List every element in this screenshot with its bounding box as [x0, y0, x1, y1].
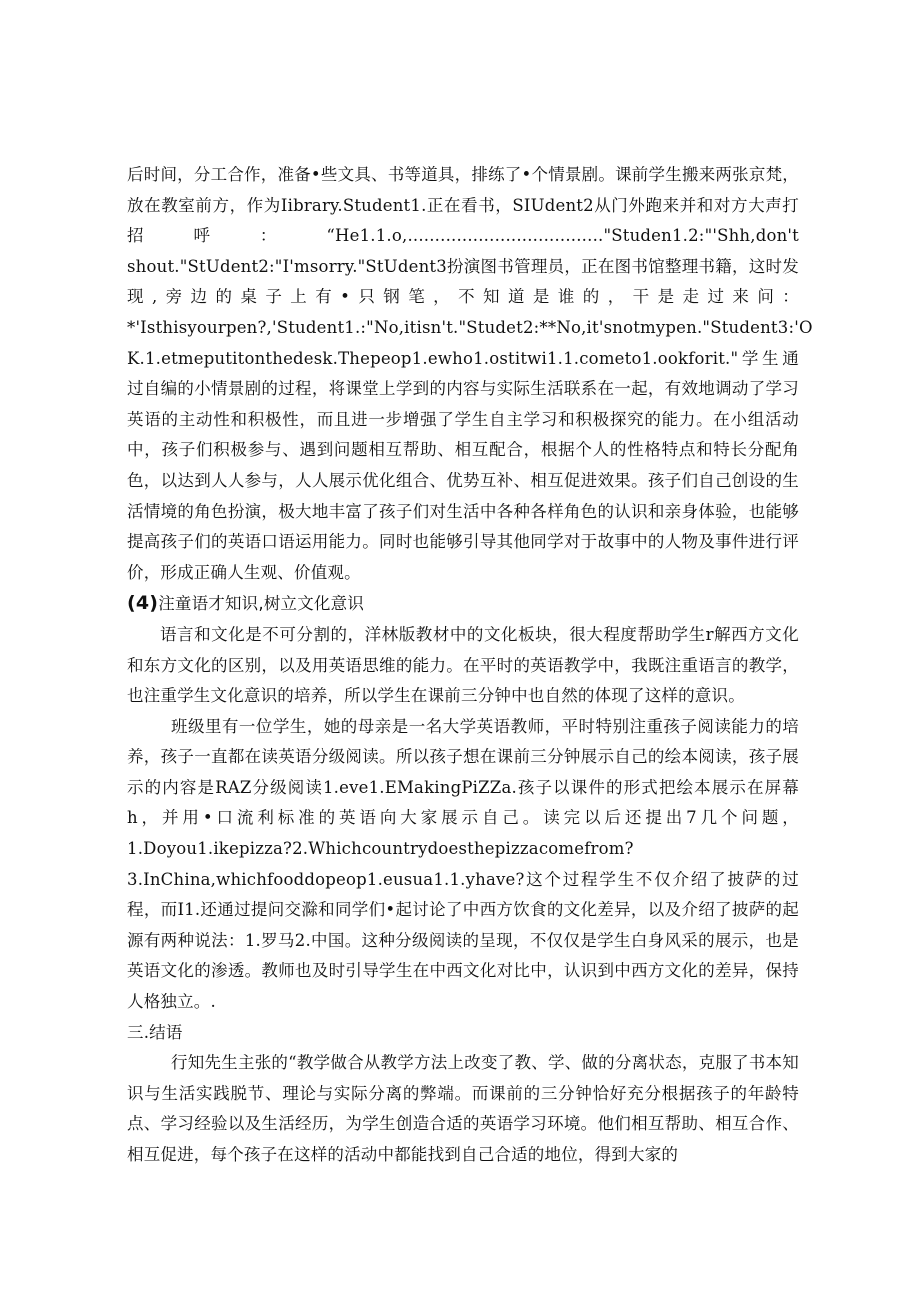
paragraph-student-example: 班级里有一位学生，她的母亲是一名大学英语教师，平时特别注重孩子阅读能力的培养，孩子一直都在读英语分级阅读。所以孩子想在课前三分钟展示自己的绘本阅读，孩子展示的内容是RAZ分级阅读1.eve1.EMakingPiZZa.孩子以课件的形式把绘本展示在屏幕h，并用•口流利标准的英语向大家展示自己。读完以后还提出7几个问题，1.Doyou1.ikepizza?2.Whichcountrydoesthepizzacomefrom?3.InChina,whichfooddopeop1.eusua1.1.yhave?这个过程学生不仅介绍了披萨的过程，而I1.还通过提问交滁和同学们•起讨论了中西方饮食的文化差异，以及介绍了披萨的起源有两种说法：1.罗马2.中国。这种分级阅读的呈现，不仅仅是学生白身风采的展示，也是英语文化的渗透。教师也及时引导学生在中西文化对比中，认识到中西方文化的差异，保持人格独立。.: [127, 716, 799, 1012]
paragraph-culture: 语言和文化是不可分割的，洋林版教材中的文化板块，很大程度帮助学生r解西方文化和东方文化的区别，以及用英语思维的能力。在平时的英语教学中，我既注重语言的教学，也注重学生文化意识的培养，所以学生在课前三分钟中也自然的体现了这样的意识。: [127, 624, 799, 706]
section-title: 注童语才知识,树立文化意识: [158, 594, 365, 614]
paragraph-scenario: 后时间，分工合作，准备•些文具、书等道具，排练了•个情景剧。课前学生搬来两张京梵，放在教室前方，作为Iibrary.Student1.正在看书，SIUdent2从门外跑来并和对方大声打招呼：“He1.1.o,...................................."Studen1.2:"'Shh,don't shout."StUdent2:"I'msorry."StUdent3扮演图书管理员，正在图书馆整理书籍，这时发现,旁边的桌子上有•只钢笔，不知道是谁的，干是走过来问：*'Isthisyourpen?,'Student1.:"No,itisn't."Studet2:**No,it'snotmypen."Student3:'O K.1.etmeputitonthedesk.Thepeop1.ewho1.ostitwi1.1.cometo1.ookforit."学生通过自编的小情景剧的过程，将课堂上学到的内容与实际生活联系在一起，有效地调动了学习英语的主动性和积极性，而且进一步增强了学生自主学习和积极探究的能力。在小组活动中，孩子们积极参与、遇到问题相互帮助、相互配合，根据个人的性格特点和特长分配角色，以达到人人参与，人人展示优化组合、优势互补、相互促进效果。孩子们自己创设的生活情境的角色扮演，极大地丰富了孩子们对生活中各种各样角色的认识和亲身体验，也能够提高孩子们的英语口语运用能力。同时也能够引导其他同学对于故事中的人物及事件进行评价，形成正确人生观、价值观。: [127, 165, 813, 582]
section-number: (4): [127, 592, 159, 615]
section-heading-conclusion: 三.结语: [127, 1022, 183, 1042]
section-heading-4: [127, 588, 799, 620]
document-body: [127, 160, 813, 1171]
paragraph-conclusion: 行知先生主张的“教学做合从教学方法上改变了教、学、做的分离状态，克服了书本知识与生活实践脱节、理论与实际分离的弊端。而课前的三分钟恰好充分根据孩子的年龄特点、学习经验以及生活经历，为学生创造合适的英语学习环境。他们相互帮助、相互合作、相互促进，每个孩子在这样的活动中都能找到自己合适的地位，得到大家的: [127, 1053, 799, 1164]
